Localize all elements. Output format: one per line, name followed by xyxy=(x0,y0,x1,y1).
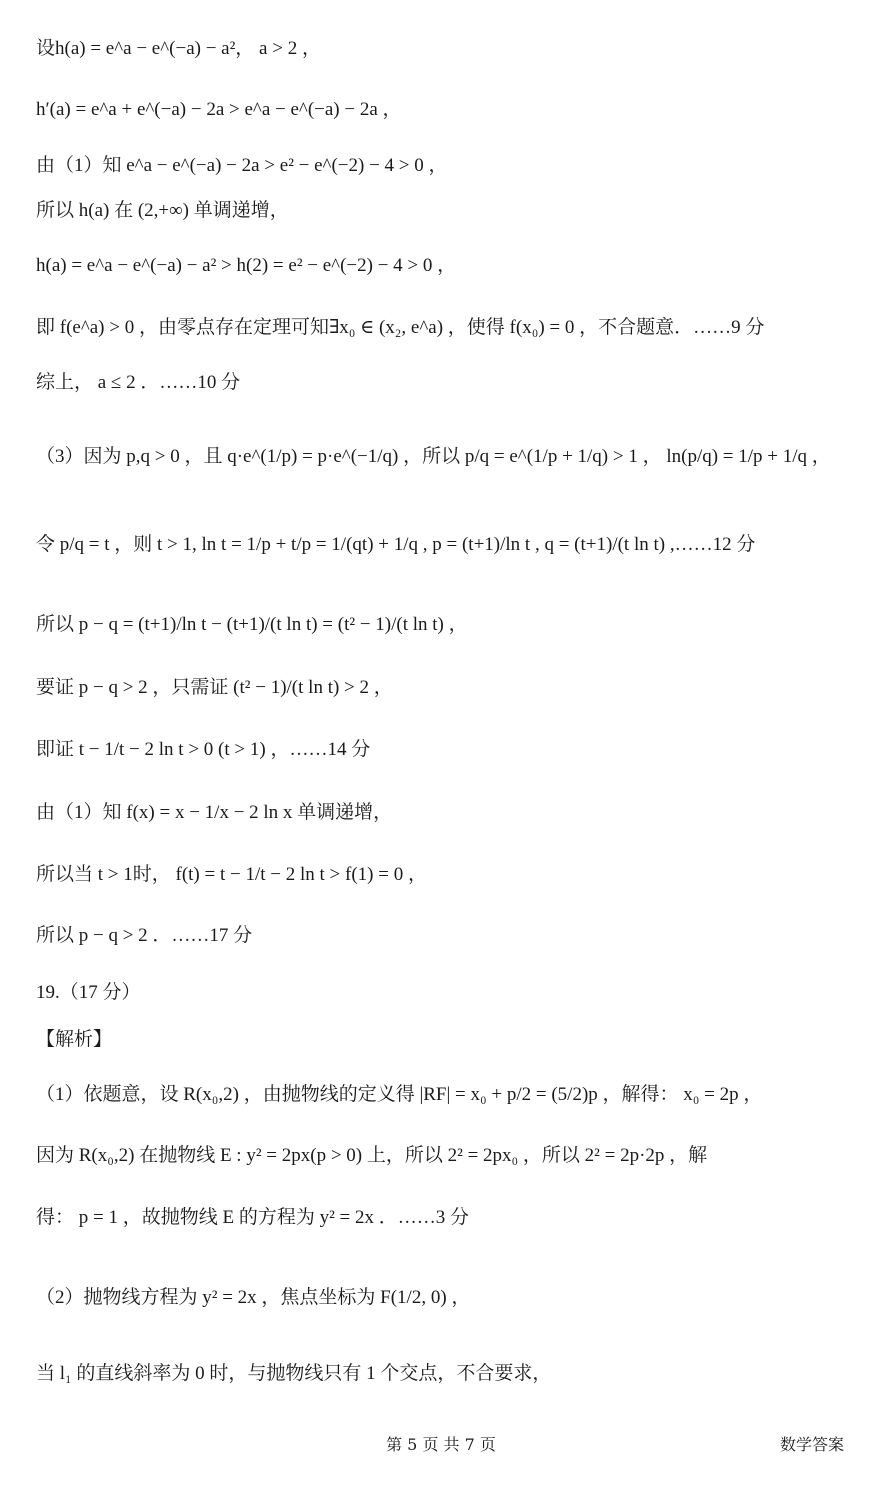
text-line: 令 p/q = t ，则 t > 1, ln t = 1/p + t/p = 1/(qt) + 1/q , p = (t+1)/ln t , q = (t+1)/(t ln t) ,……12 分 xyxy=(36,534,756,555)
section-heading: 【解析】 xyxy=(36,1029,113,1050)
page-number: 第 5 页 共 7 页 xyxy=(386,1435,496,1454)
text-line: 所以 p − q > 2 ．……17 分 xyxy=(36,925,253,946)
text-line: h′(a) = e^a + e^(−a) − 2a > e^a − e^(−a) − 2a ， xyxy=(36,99,402,120)
text-line: 所以当 t > 1时， f(t) = t − 1/t − 2 ln t > f(1) = 0 ， xyxy=(36,864,427,885)
text-line: 要证 p − q > 2 ，只需证 (t² − 1)/(t ln t) > 2 ， xyxy=(36,677,393,698)
text-line: h(a) = e^a − e^(−a) − a² > h(2) = e² − e^(−2) − 4 > 0 ， xyxy=(36,255,457,276)
text-line: 当 l₁ 的直线斜率为 0 时，与抛物线只有 1 个交点，不合要求， xyxy=(36,1363,552,1384)
text-line: 由（1）知 e^a − e^(−a) − 2a > e² − e^(−2) − 4 > 0 ， xyxy=(36,155,448,176)
text-line: （3）因为 p,q > 0 ，且 q·e^(1/p) = p·e^(−1/q) ，所以 p/q = e^(1/p + 1/q) > 1 ， ln(p/q) = 1/p + 1/q ， xyxy=(36,446,831,467)
text-line: 综上， a ≤ 2 ．……10 分 xyxy=(36,372,241,393)
footer-label: 数学答案 xyxy=(779,1435,844,1454)
text-line: 所以 h(a) 在 (2,+∞) 单调递增， xyxy=(36,200,289,221)
text-line: 因为 R(x₀,2) 在抛物线 E : y² = 2px(p > 0) 上，所以 2² = 2px₀ ，所以 2² = 2p·2p ，解 xyxy=(36,1145,708,1166)
section-heading: 19.（17 分） xyxy=(36,982,141,1003)
text-line: 设h(a) = e^a − e^(−a) − a²， a > 2 ， xyxy=(36,38,321,59)
text-line: 得： p = 1 ，故抛物线 E 的方程为 y² = 2x ．……3 分 xyxy=(36,1207,469,1228)
text-line: 所以 p − q = (t+1)/ln t − (t+1)/(t ln t) = (t² − 1)/(t ln t) ， xyxy=(36,614,468,635)
text-line: 即 f(e^a) > 0 ，由零点存在定理可知∃x₀ ∈ (x₂, e^a) ，使得 f(x₀) = 0 ，不合题意．……9 分 xyxy=(36,317,765,338)
text-line: （2）抛物线方程为 y² = 2x ，焦点坐标为 F(1/2, 0) ， xyxy=(36,1287,471,1308)
text-line: 由（1）知 f(x) = x − 1/x − 2 ln x 单调递增， xyxy=(36,802,393,823)
text-line: （1）依题意，设 R(x₀,2) ，由抛物线的定义得 |RF| = x₀ + p/2 = (5/2)p ，解得： x₀ = 2p ， xyxy=(36,1084,763,1105)
text-line: 即证 t − 1/t − 2 ln t > 0 (t > 1) ，……14 分 xyxy=(36,739,371,760)
